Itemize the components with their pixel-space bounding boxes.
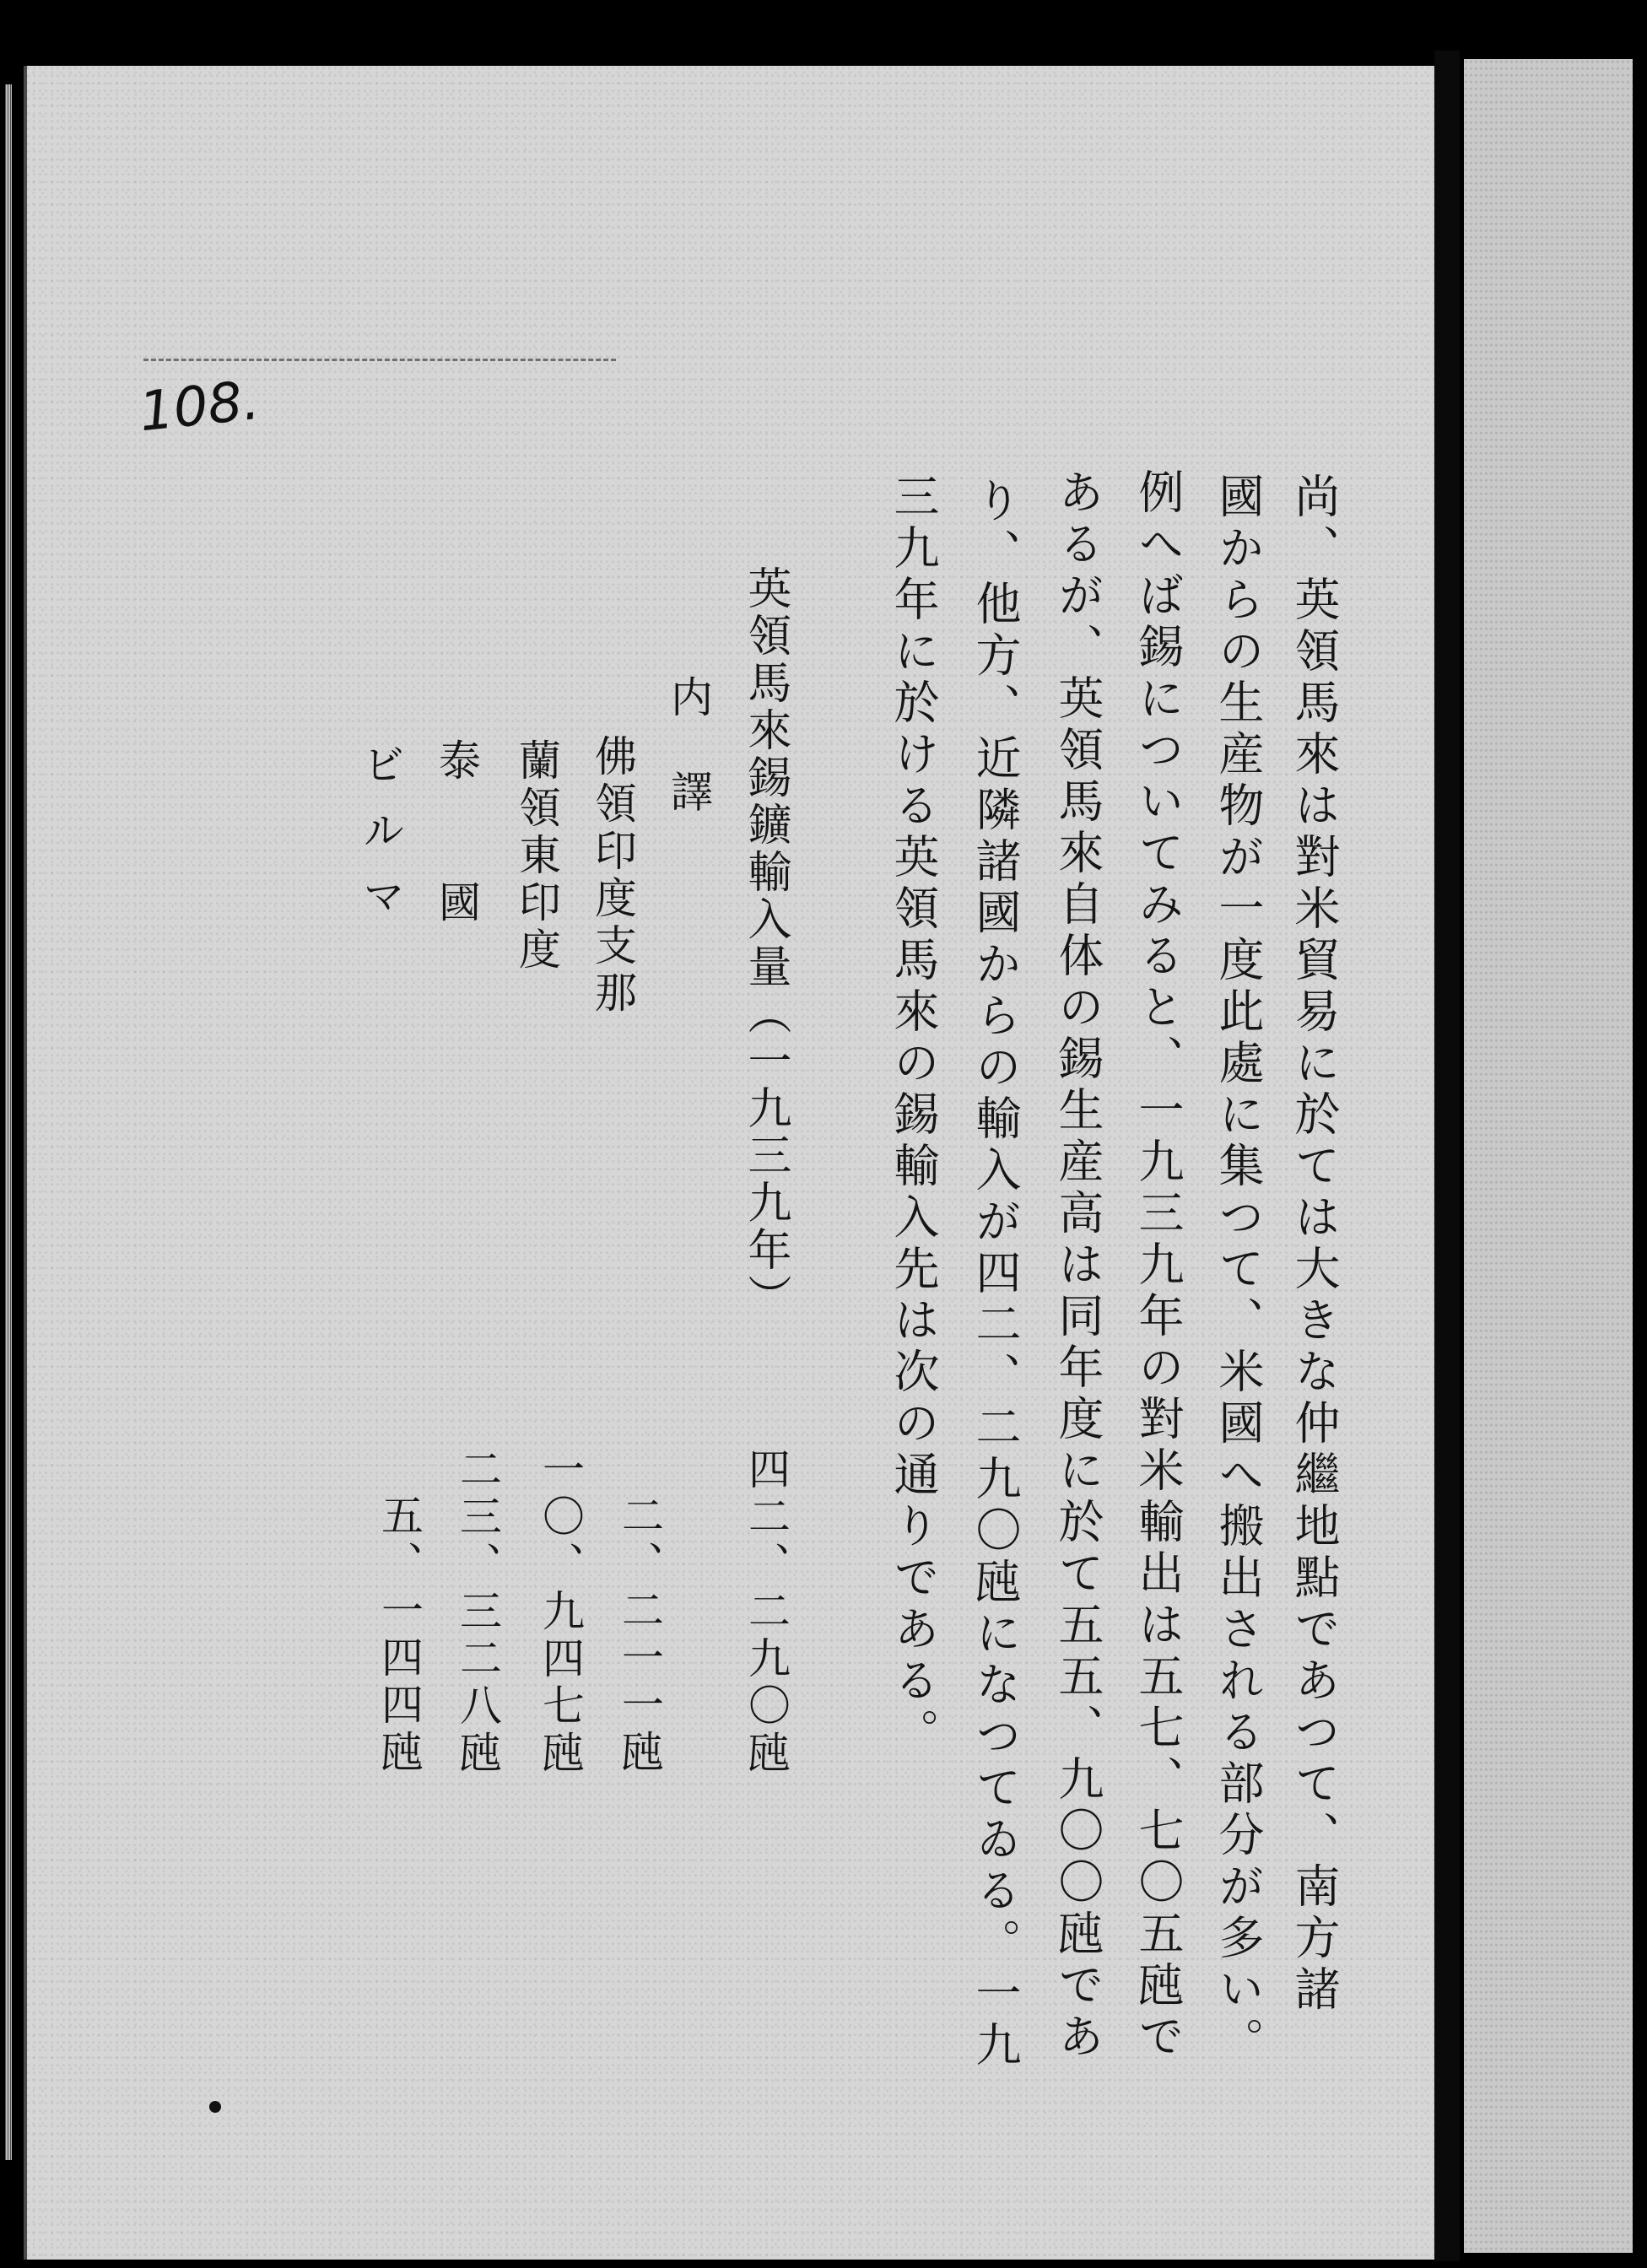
body-column-3: 例へば錫についてみると、一九三九年の對米輸出は五七、七〇五瓲で: [1131, 468, 1185, 2064]
row-name-french-indochina: 佛領印度支那: [588, 734, 637, 1018]
scan-smudge: [143, 333, 616, 361]
body-column-2: 國からの生産物が一度此處に集つて、米國へ搬出される部分が多い。: [1212, 472, 1265, 2068]
body-column-5: り、他方、近隣諸國からの輸入が四二、二九〇瓲になつてゐる。一九: [969, 477, 1022, 2072]
body-column-4: あるが、英領馬來自体の錫生産高は同年度に於て五五、九〇〇瓲であ: [1051, 468, 1104, 2064]
row-value-burma: 五、一四四瓲: [375, 1493, 424, 1777]
row-value-thailand: 二三、三二八瓲: [453, 1447, 502, 1778]
row-name-thailand: 泰 國: [432, 738, 481, 927]
body-column-6: 三九年に於ける英領馬來の錫輸入先は次の通りである。: [887, 472, 940, 1759]
row-name-dutch-east-indies: 蘭領東印度: [512, 738, 561, 975]
table-total: 四二、二九〇瓲: [742, 1447, 791, 1778]
breakdown-label: 内 譯: [664, 675, 713, 817]
page-number: 108.: [136, 369, 262, 445]
table-title: 英領馬來錫鑛輸入量（一九三九年）: [740, 565, 791, 1321]
row-value-french-indochina: 二、二一一瓲: [615, 1493, 664, 1777]
book-gutter: [1434, 51, 1460, 2261]
row-name-burma: ビ ル マ: [356, 742, 405, 921]
ink-spot: [209, 2101, 221, 2113]
page-stack-edge: [5, 84, 12, 2160]
facing-page-fragment: [1464, 59, 1633, 2253]
body-column-1: 尚、英領馬來は對米貿易に於ては大きな仲繼地點であつて、南方諸: [1288, 472, 1341, 2017]
row-value-dutch-east-indies: 一〇、九四七瓲: [536, 1447, 585, 1778]
